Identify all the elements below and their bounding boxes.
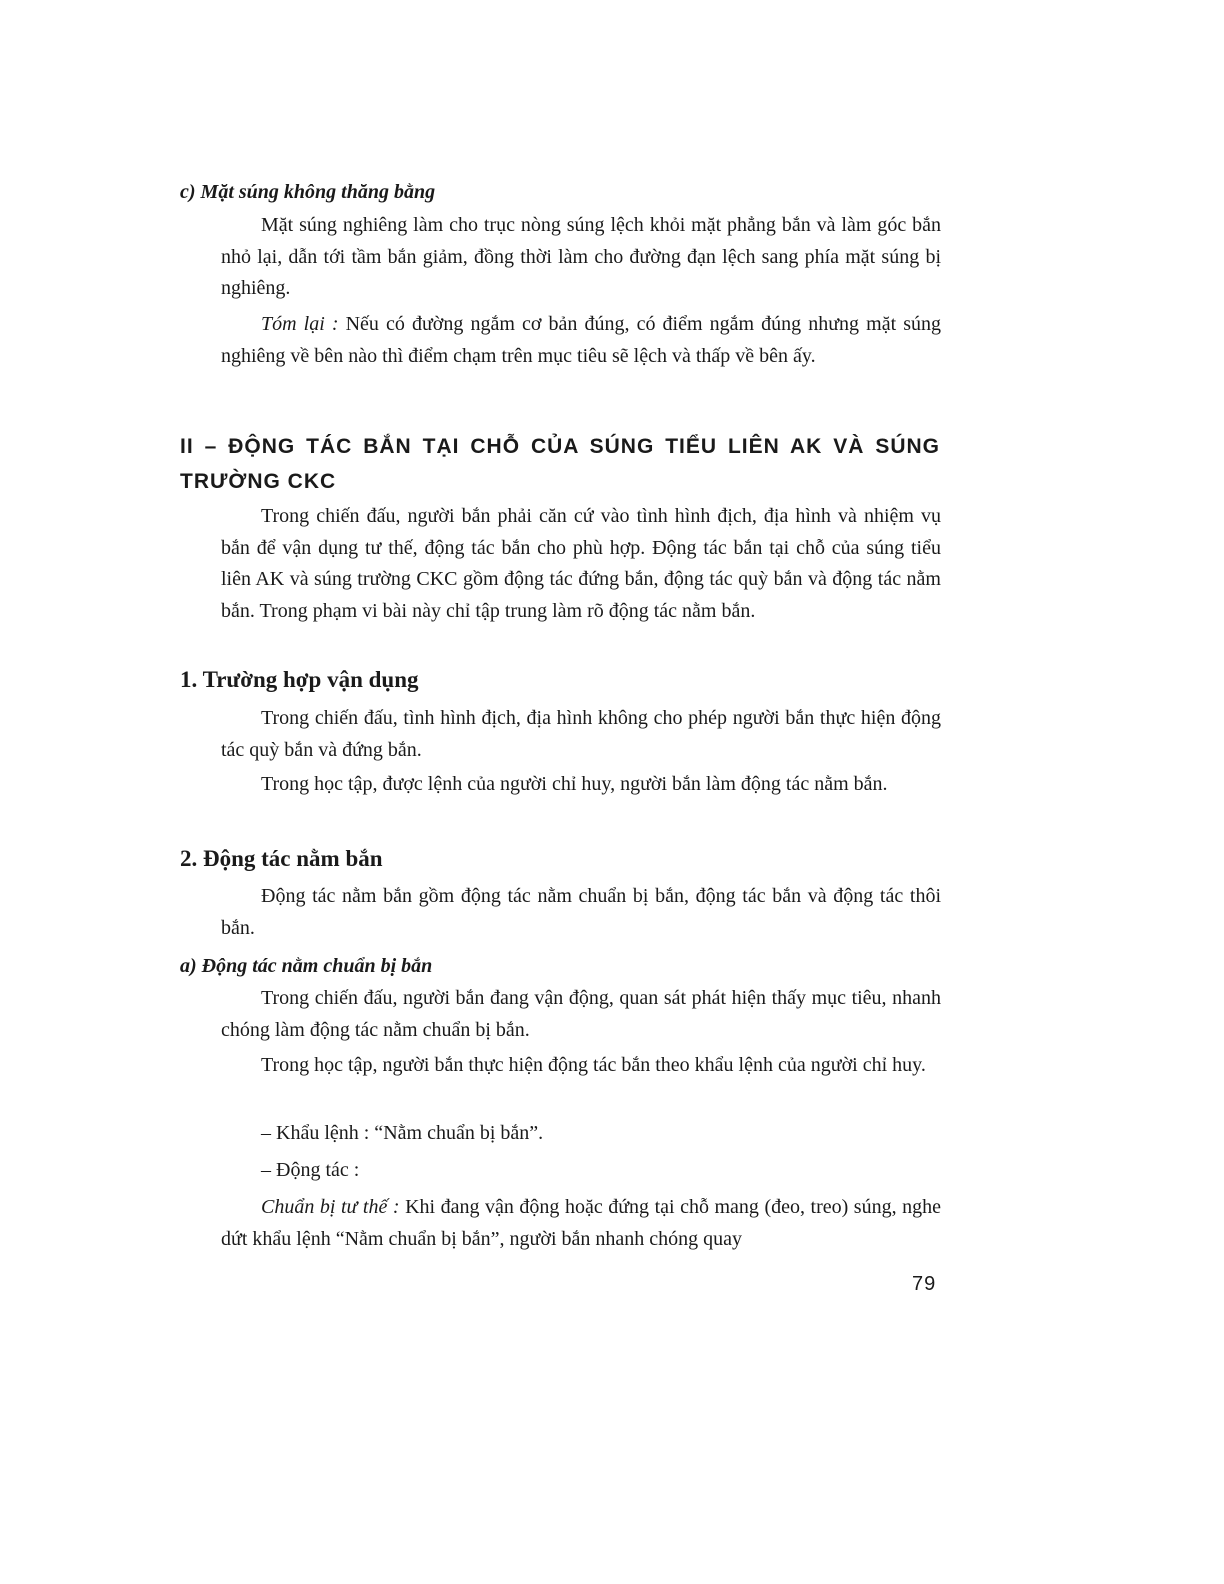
subsection-1-paragraph-1: Trong chiến đấu, tình hình địch, địa hình không cho phép người bắn thực hiện động tác quỳ bắn và đứng bắn. [221, 707, 941, 761]
subsection-1-heading: 1. Trường hợp vận dụng [180, 667, 419, 692]
summary-text: Nếu có đường ngắm cơ bản đúng, có điểm ngắm đúng nhưng mặt súng nghiêng về bên nào thì điểm chạm trên mục tiêu sẽ lệch và thấp về bên ấy. [221, 313, 941, 367]
section-ii-intro: Trong chiến đấu, người bắn phải căn cứ vào tình hình địch, địa hình và nhiệm vụ bắn để vận dụng tư thế, động tác bắn cho phù hợp. Động tác bắn tại chỗ của súng tiểu liên AK và súng trường CKC gồm động tác đứng bắn, động tác quỳ bắn và động tác nằm bắn. Trong phạm vi bài này chỉ tập trung làm rõ động tác nằm bắn. [221, 505, 941, 622]
summary-lead: Tóm lại : [261, 313, 339, 335]
subsection-a-paragraph-2: Trong học tập, người bắn thực hiện động tác bắn theo khẩu lệnh của người chỉ huy. [261, 1054, 926, 1076]
section-ii-heading: II – ĐỘNG TÁC BẮN TẠI CHỖ CỦA SÚNG TIỂU LIÊN AK VÀ SÚNG TRƯỜNG CKC [180, 435, 940, 493]
posture-text: Khi đang vận động hoặc đứng tại chỗ mang (đeo, treo) súng, nghe dứt khẩu lệnh “Nằm chuẩn bị bắn”, người bắn nhanh chóng quay [221, 1196, 941, 1250]
posture-paragraph [221, 1192, 941, 1255]
action-line: – Động tác : [261, 1159, 360, 1181]
section-c-paragraph: Mặt súng nghiêng làm cho trục nòng súng lệch khỏi mặt phẳng bắn và làm góc bắn nhỏ lại, dẫn tới tầm bắn giảm, đồng thời làm cho đường đạn lệch sang phía mặt súng bị nghiêng. [221, 214, 941, 299]
subsection-a-paragraph-1: Trong chiến đấu, người bắn đang vận động, quan sát phát hiện thấy mục tiêu, nhanh chóng làm động tác nằm chuẩn bị bắn. [221, 987, 941, 1041]
command-line: – Khẩu lệnh : “Nằm chuẩn bị bắn”. [261, 1122, 544, 1144]
subsection-1-paragraph-2: Trong học tập, được lệnh của người chỉ huy, người bắn làm động tác nằm bắn. [261, 773, 888, 795]
section-c-summary [221, 309, 941, 372]
section-c-heading: c) Mặt súng không thăng bằng [180, 181, 436, 203]
subsection-2-heading: 2. Động tác nằm bắn [180, 846, 383, 871]
posture-lead: Chuẩn bị tư thế : [261, 1196, 400, 1218]
subsection-2-paragraph: Động tác nằm bắn gồm động tác nằm chuẩn bị bắn, động tác bắn và động tác thôi bắn. [221, 885, 941, 939]
subsection-a-heading: a) Động tác nằm chuẩn bị bắn [180, 955, 433, 977]
page-number: 79 [912, 1273, 937, 1295]
